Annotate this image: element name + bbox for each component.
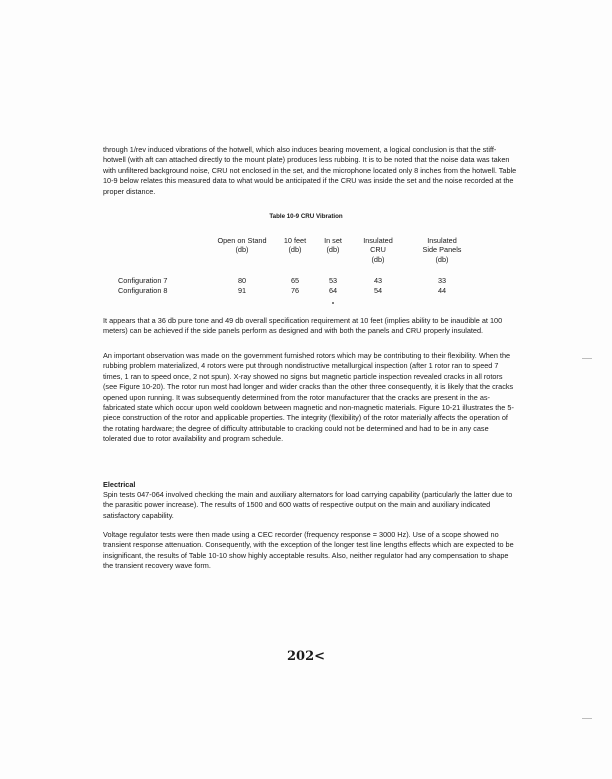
header-line: Side Panels <box>422 245 462 255</box>
header-line: Insulated <box>427 236 457 245</box>
header-line: (db) <box>235 245 249 255</box>
paragraph-specification-requirement: It appears that a 36 db pure tone and 49 db overall specification requirement at 10 feet (implies ability to be inaudible at 100 meters) can be achieved if the side panels perform as designed and with both the panels and CRU properly insulated. <box>103 316 503 336</box>
paragraph-voltage-regulator: Voltage regulator tests were then made using a CEC recorder (frequency response = 3000 Hz). Use of a scope showed no transient response attenuation. Consequently, with the exception of the longer test line lengths effects which are expected to be insignificant, the results of Table 10-10 show highly acceptable results. Also, neither regulator had any compensation to shape the transient recovery wave form. <box>103 530 514 571</box>
cell-10-feet: 65 <box>290 276 300 286</box>
page-number: 202< <box>286 649 326 664</box>
paragraph-hotwell-noise: through 1/rev induced vibrations of the hotwell, which also induces bearing movement, a logical conclusion is that the stiff-hotwell (with aft can attached directly to the mount plate) produces less rubbing. It is to be noted that the noise data was taken with unfiltered background noise, CRU not enclosed in the set, and the microphone located only 8 inches from the hotwell. Table 10-9 below relates this measured data to what would be anticipated if the CRU was inside the set and the noise recorded at the proper distance. <box>103 145 517 196</box>
table-row-configuration-7 <box>118 276 478 285</box>
cell-open-on-stand: 91 <box>237 285 247 295</box>
table-header-10-feet <box>274 236 316 264</box>
cru-vibration-table <box>118 236 478 295</box>
table-header-blank <box>118 236 210 264</box>
cell-insulated-cru: 54 <box>373 285 383 295</box>
cell-in-set: 53 <box>328 276 338 286</box>
table-header-insulated-side-panels <box>406 236 478 264</box>
cell-open-on-stand: 80 <box>237 276 247 286</box>
scan-artifact <box>582 718 592 719</box>
cell-insulated-side-panels: 44 <box>437 285 447 295</box>
header-line: 10 feet <box>283 236 307 245</box>
table-title: Table 10-9 CRU Vibration <box>269 213 343 220</box>
stray-mark <box>332 302 334 304</box>
cell-insulated-side-panels: 33 <box>437 276 447 286</box>
table-header-insulated-cru <box>350 236 406 264</box>
paragraph-rotor-observation: An important observation was made on the government furnished rotors which may be contributing to their flexibility. When the rubbing problem materialized, 4 rotors were put through nondistructive metallurgical inspection (after 1 rotor ran to speed 7 times, 1 ran to speed once, 2 not spun). X-ray showed no signs but magnetic particle inspection revealed cracks in all rotors (see Figure 10-20). The rotor run most had longer and wider cracks than the other three consequently, it is likely that the cracks opened upon running. It was subsequently determined from the rotor manufacturer that the cracks are present in the as-fabricated state which occur upon weld cooldown between magnetic and non-magnetic materials. Figure 10-21 illustrates the 5-piece construction of the rotor and applicable properties. The integrity (flexibility) of the rotor materially affects the operation of the rotating hardware; the degree of difficulty attributable to cracking could not be determined and had to be in any case tolerated due to rotor availability and program schedule. <box>103 351 514 444</box>
header-line: (db) <box>371 254 385 264</box>
cell-insulated-cru: 43 <box>373 276 383 286</box>
cell-10-feet: 76 <box>290 285 300 295</box>
cell-in-set: 64 <box>328 285 338 295</box>
header-line: CRU <box>370 245 386 255</box>
header-line: Open on Stand <box>217 236 267 245</box>
scan-artifact <box>582 358 592 359</box>
header-line: In set <box>324 236 342 245</box>
table-header-in-set <box>316 236 350 264</box>
header-line: (db) <box>326 245 340 255</box>
header-line: Insulated <box>363 236 393 245</box>
row-label: Configuration 7 <box>118 276 168 286</box>
row-label: Configuration 8 <box>118 285 168 295</box>
header-line: (db) <box>288 245 302 255</box>
table-header-row <box>118 236 478 264</box>
table-header-open-on-stand <box>210 236 274 264</box>
table-row-configuration-8 <box>118 286 478 295</box>
table-spacer-row <box>118 264 478 276</box>
paragraph-spin-tests: Spin tests 047-064 involved checking the main and auxiliary alternators for load carrying capability (particularly the latter due to the parasitic power increase). The results of 1500 and 600 watts of respective output on the main and auxiliary indicated satisfactory capability. <box>103 490 513 520</box>
section-heading-electrical: Electrical <box>103 480 136 489</box>
header-line: (db) <box>435 254 449 264</box>
